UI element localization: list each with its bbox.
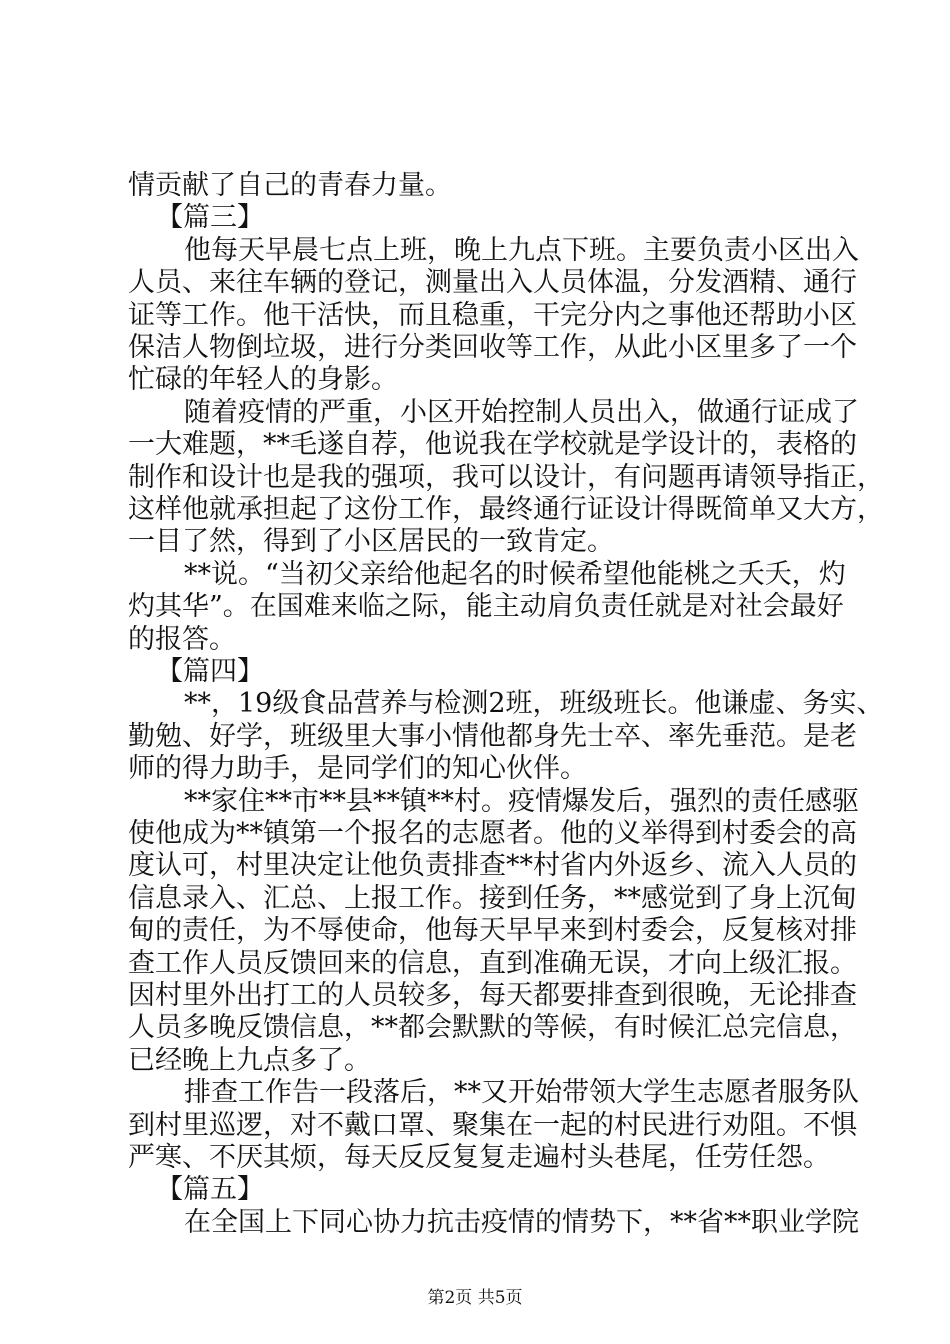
text-line: 勤勉、好学，班级里大事小情他都身先士卒、率先垂范。是老 <box>128 720 857 752</box>
section-heading: 【篇三】 <box>156 202 264 234</box>
text-line: **说。“当初父亲给他起名的时候希望他能桃之夭夭，灼 <box>184 558 846 590</box>
text-line: 他每天早晨七点上班，晚上九点下班。主要负责小区出入 <box>184 234 859 266</box>
text-line: 制作和设计也是我的强项，我可以设计，有问题再请领导指正， <box>128 461 884 493</box>
text-line: 甸的责任，为不辱使命，他每天早早来到村委会，反复核对排 <box>128 915 857 947</box>
text-line: 查工作人员反馈回来的信息，直到准确无误，才向上级汇报。 <box>128 947 857 979</box>
page-number-footer: 第2页 共5页 <box>427 1288 523 1308</box>
text-line: **，19级食品营养与检测2班，班级班长。他谦虚、务实、 <box>184 688 884 720</box>
text-line: 师的得力助手，是同学们的知心伙伴。 <box>128 753 587 785</box>
text-line: 证等工作。他干活快，而且稳重，干完分内之事他还帮助小区 <box>128 299 857 331</box>
text-line: 一目了然，得到了小区居民的一致肯定。 <box>128 526 614 558</box>
text-line: 因村里外出打工的人员较多，每天都要排查到很晚，无论排查 <box>128 980 857 1011</box>
text-line: 已经晚上九点多了。 <box>128 1044 371 1076</box>
text-line: 到村里巡逻，对不戴口罩、聚集在一起的村民进行劝阻。不惧 <box>128 1109 857 1141</box>
text-line: 人员多晚反馈信息，**都会默默的等候，有时候汇总完信息， <box>128 1012 857 1044</box>
text-line: 保洁人物倒垃圾，进行分类回收等工作，从此小区里多了一个 <box>128 332 857 363</box>
text-line: 使他成为**镇第一个报名的志愿者。他的义举得到村委会的高 <box>128 818 857 849</box>
text-line: 排查工作告一段落后，**又开始带领大学生志愿者服务队 <box>184 1077 859 1109</box>
section-heading: 【篇五】 <box>156 1174 264 1206</box>
text-line: 严寒、不厌其烦，每天反反复复走遍村头巷尾，任劳任怨。 <box>128 1142 830 1173</box>
text-line: 这样他就承担起了这份工作，最终通行证设计得既简单又大方， <box>128 494 884 525</box>
text-line: 情贡献了自己的青春力量。 <box>128 170 452 201</box>
text-line: 一大难题，**毛遂自荐，他说我在学校就是学设计的，表格的 <box>128 429 857 461</box>
text-line: 灼其华”。在国难来临之际，能主动肩负责任就是对社会最好 <box>128 591 844 623</box>
text-line: 在全国上下同心协力抗击疫情的情势下，**省**职业学院 <box>184 1206 859 1238</box>
text-line: 度认可，村里决定让他负责排查**村省内外返乡、流入人员的 <box>128 850 857 882</box>
text-line: 信息录入、汇总、上报工作。接到任务，**感觉到了身上沉甸 <box>128 882 857 914</box>
text-line: 人员、来往车辆的登记，测量出入人员体温，分发酒精、通行 <box>128 267 857 299</box>
text-line: **家住**市**县**镇**村。疫情爆发后，强烈的责任感驱 <box>184 785 859 817</box>
text-line: 的报答。 <box>128 623 236 655</box>
text-line: 随着疫情的严重，小区开始控制人员出入，做通行证成了 <box>184 396 859 428</box>
section-heading: 【篇四】 <box>156 656 264 687</box>
text-line: 忙碌的年轻人的身影。 <box>128 364 398 396</box>
